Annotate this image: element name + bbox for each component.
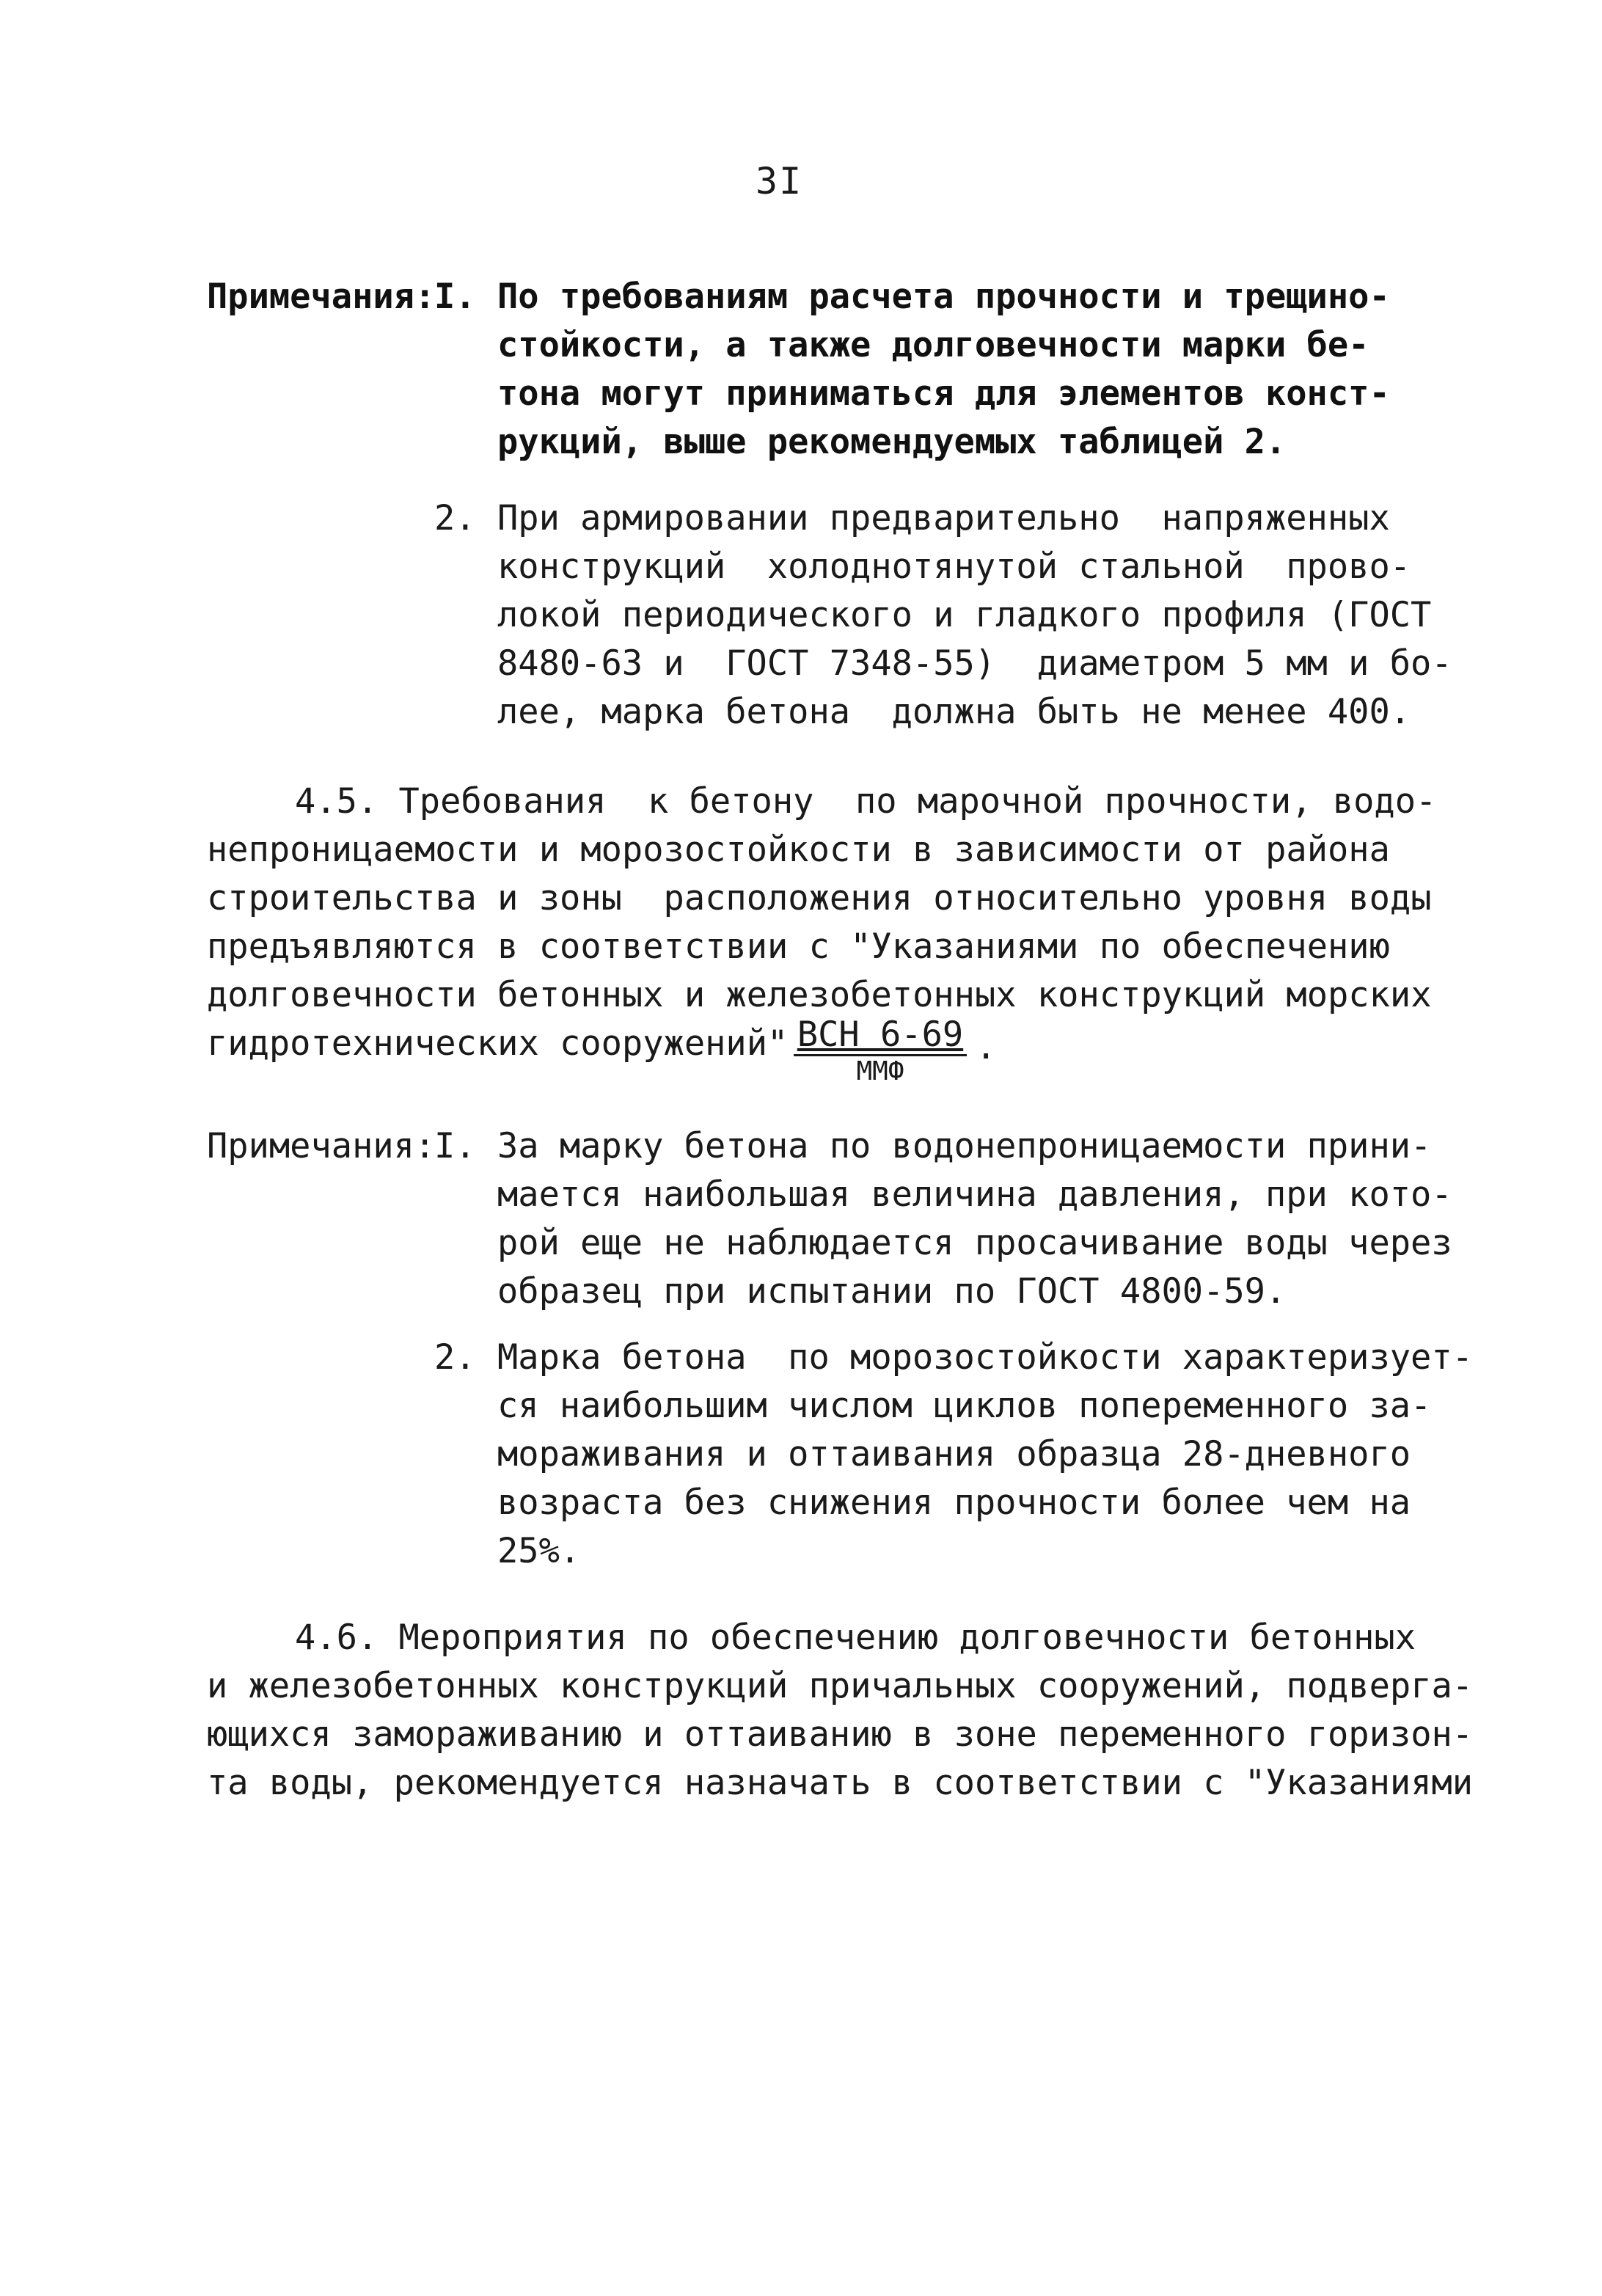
note-line: ся наибольшим числом циклов попеременного за- [497,1386,1432,1426]
note-line: стойкости, а также долговечности марки бе- [497,325,1369,365]
paragraph-line: предъявляются в соответствии с "Указаниями по обеспечению [207,926,1390,967]
note-line: рукций, выше рекомендуемых таблицей 2. [497,422,1287,462]
sentence-period: . [976,1027,997,1067]
reference-numerator: ВСН 6-69 [794,1016,967,1056]
notes-label: Примечания: [207,1126,436,1166]
paragraph-line: 4.5. Требования к бетону по марочной прочности, водо- [295,781,1437,822]
note-line: Марка бетона по морозостойкости характеризует- [497,1337,1473,1378]
note-line: мается наибольшая величина давления, при кото- [497,1174,1452,1215]
paragraph-line: та воды, рекомендуется назначать в соответствии с "Указаниями [207,1763,1474,1803]
notes-label: Примечания: [207,277,436,317]
page-number: 3I [756,160,803,202]
note-line: За марку бетона по водонепроницаемости прини- [497,1126,1432,1166]
note-line: рой еще не наблюдается просачивание воды через [497,1223,1452,1263]
standard-reference [792,1016,968,1086]
note-number: I. [434,1126,476,1166]
paragraph-line: строительства и зоны расположения относительно уровня воды [207,878,1432,918]
paragraph-line: 4.6. Мероприятия по обеспечению долговечности бетонных [295,1617,1416,1658]
note-line: По требованиям расчета прочности и трещино- [497,277,1390,317]
paragraph-line: ющихся замораживанию и оттаиванию в зоне переменного горизон- [207,1714,1474,1755]
reference-denominator: ММФ [856,1056,904,1086]
note-line: мораживания и оттаивания образца 28-дневного [497,1434,1411,1474]
note-line: локой периодического и гладкого профиля (ГОСТ [497,595,1432,635]
note-number: I. [434,277,476,317]
paragraph-line: и железобетонных конструкций причальных сооружений, подверга- [207,1666,1474,1706]
note-line: конструкций холоднотянутой стальной прово- [497,546,1411,587]
note-line: образец при испытании по ГОСТ 4800-59. [497,1271,1287,1312]
paragraph-line: долговечности бетонных и железобетонных конструкций морских [207,975,1432,1015]
note-line: 25%. [497,1531,581,1571]
note-number: 2. [434,498,476,538]
note-number: 2. [434,1337,476,1378]
note-line: 8480-63 и ГОСТ 7348-55) диаметром 5 мм и бо- [497,643,1452,684]
note-line: лее, марка бетона должна быть не менее 400. [497,692,1411,732]
note-line: тона могут приниматься для элементов конст- [497,373,1390,414]
note-line: При армировании предварительно напряженных [497,498,1390,538]
note-line: возраста без снижения прочности более чем на [497,1482,1411,1523]
paragraph-line: гидротехнических сооружений" [207,1023,789,1064]
paragraph-line: непроницаемости и морозостойкости в зависимости от района [207,830,1390,870]
